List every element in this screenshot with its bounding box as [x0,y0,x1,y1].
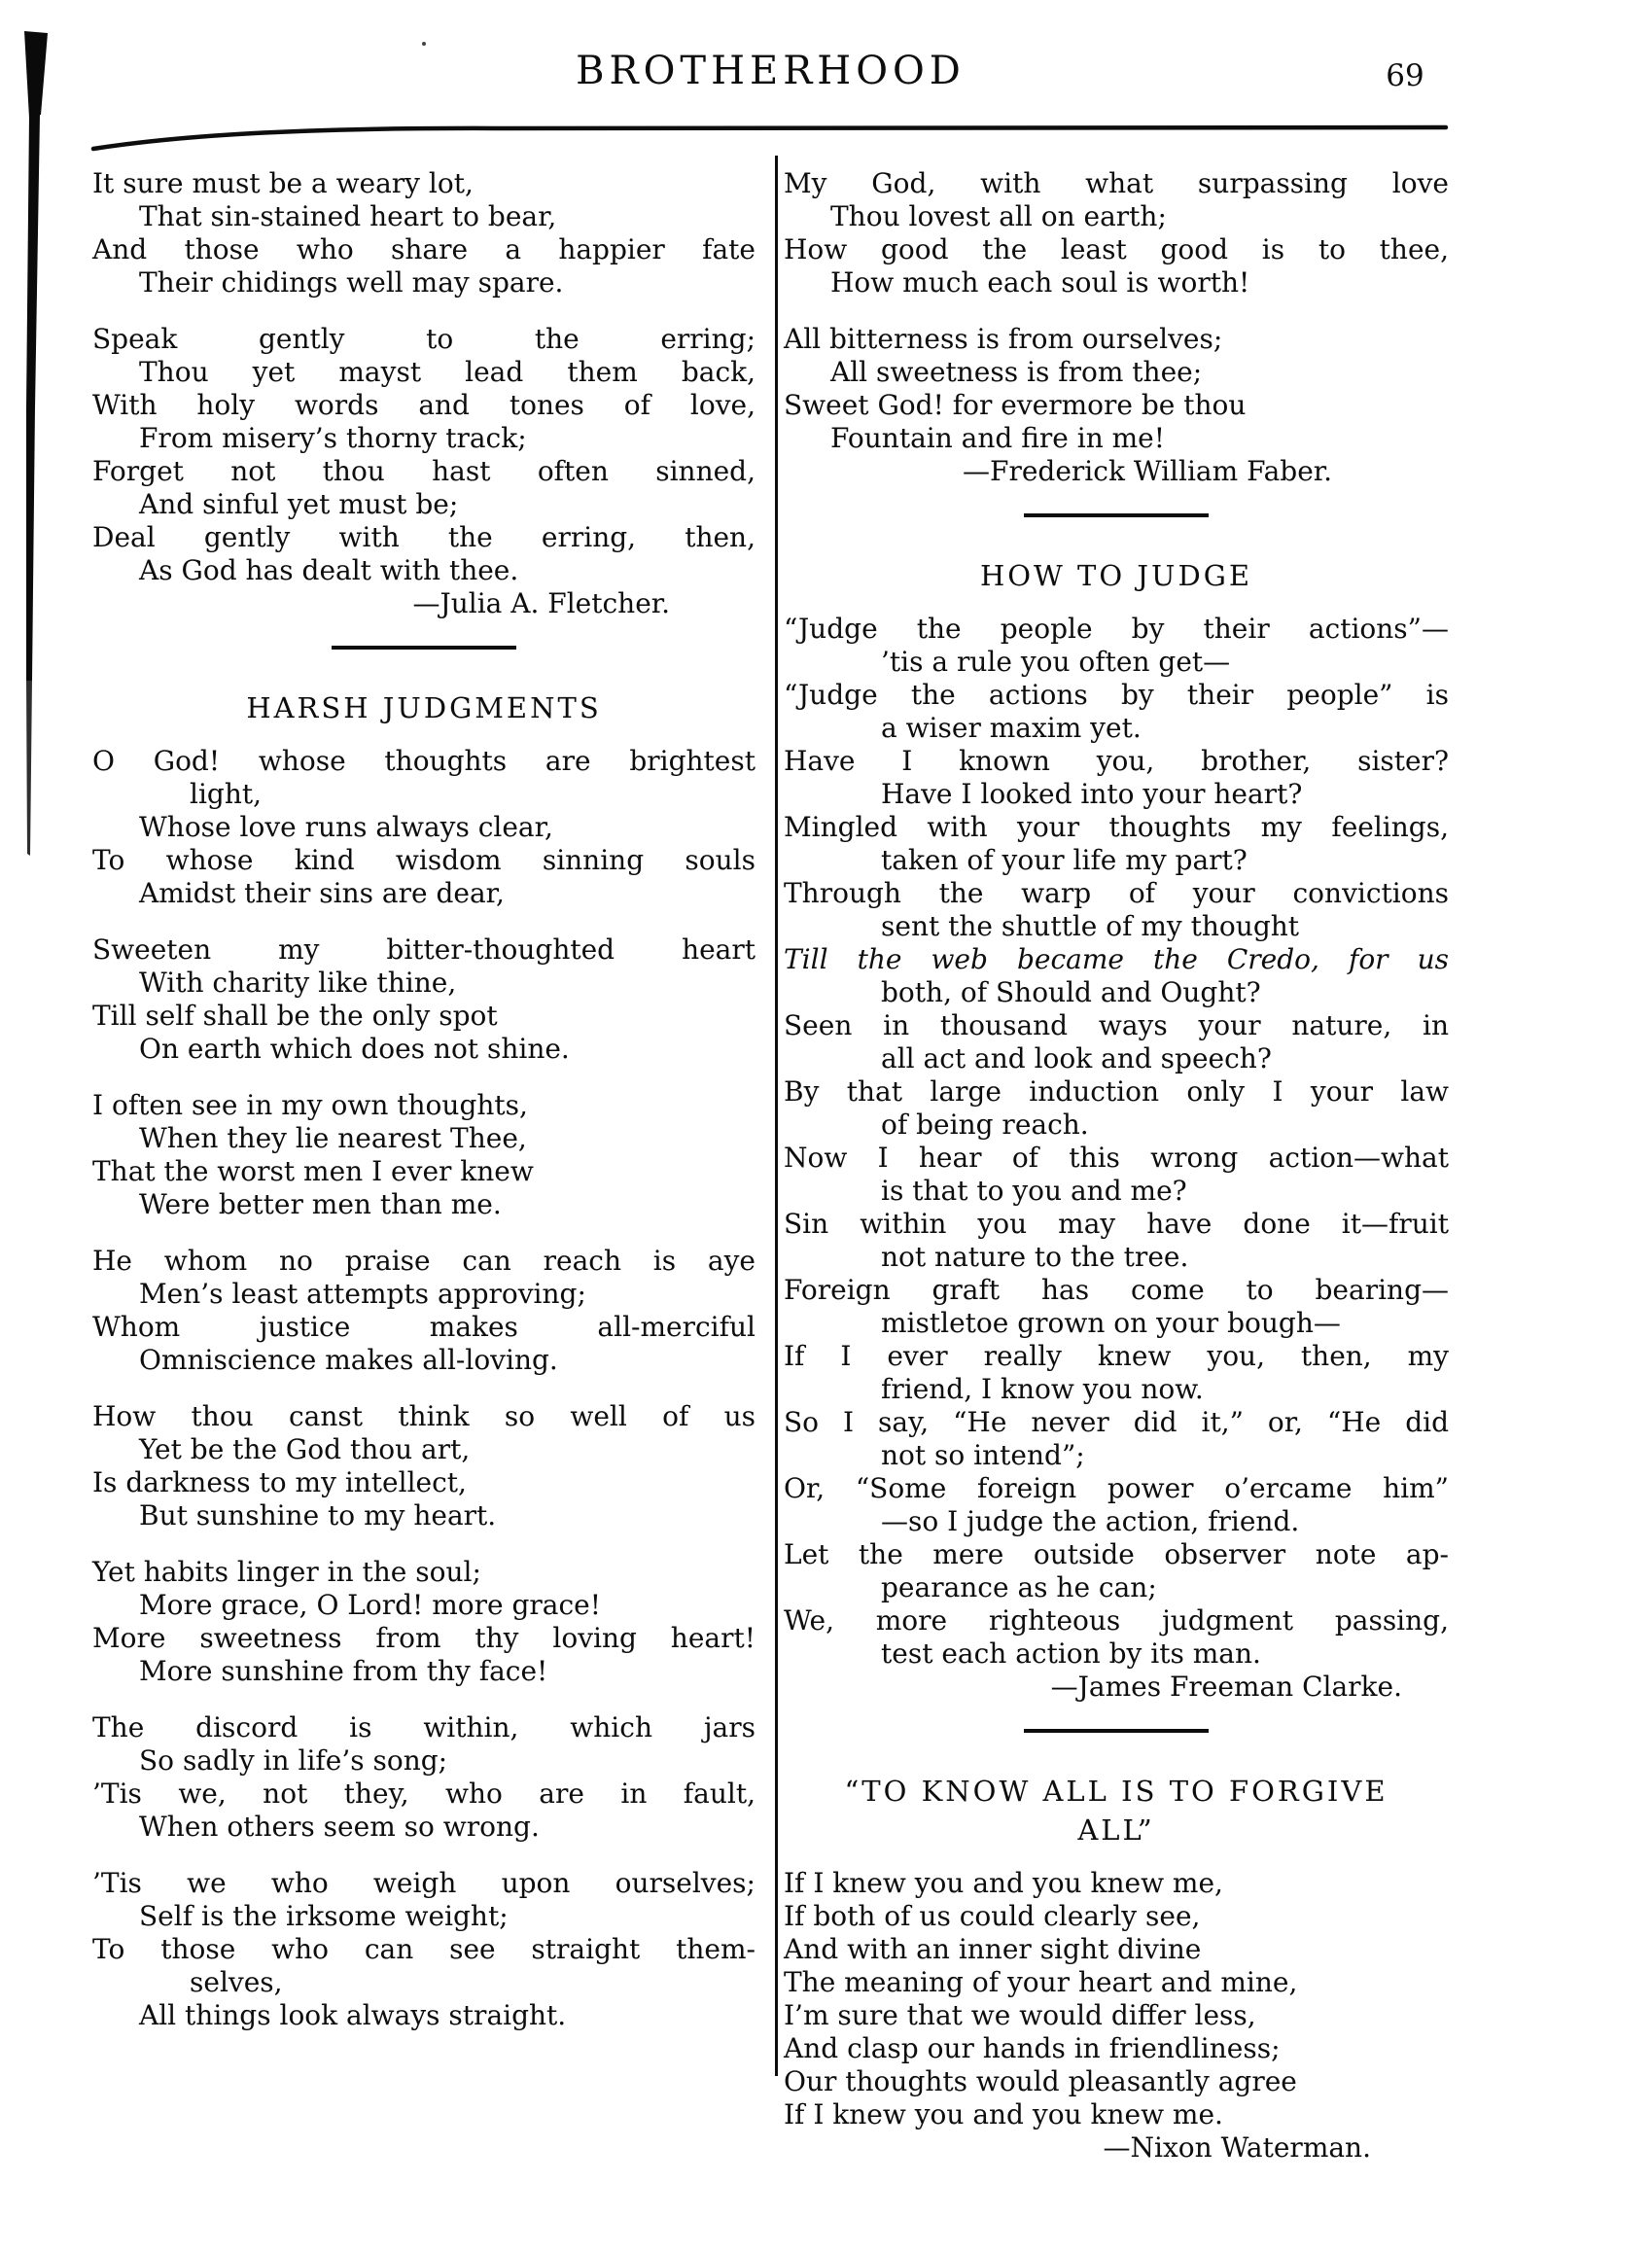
poem-line: Or, “Some foreign power o’ercame him” [784,1472,1449,1504]
poem-line: “Judge the people by their actions”— [784,613,1449,645]
section-heading-line: HOW TO JUDGE [979,559,1253,592]
poem-line: Seen in thousand ways your nature, in [784,1009,1449,1041]
poem-line: And clasp our hands in friendliness; [784,2032,1281,2064]
header-rule [0,0,1652,194]
poem-line: Were better men than me. [139,1188,502,1220]
attribution-line: —Frederick William Faber. [963,455,1332,487]
poem-line: Sweeten my bitter-thoughted heart [92,933,756,966]
poem-line: is that to you and me? [881,1175,1187,1207]
section-heading [92,688,756,727]
poem-line: of being reach. [881,1109,1089,1141]
poem-line: Yet be the God thou art, [139,1433,471,1465]
poem-line: Through the warp of your convictions [784,877,1449,909]
poem-line: ’Tis we who weigh upon ourselves; [92,1867,756,1899]
stanza [92,167,756,299]
poem-line: On earth which does not shine. [139,1033,570,1065]
poem-line: I’m sure that we would differ less, [784,1999,1256,2031]
poem-line: And with an inner sight divine [784,1933,1202,1965]
attribution-line: —Nixon Waterman. [1103,2131,1371,2164]
poem-line: friend, I know you now. [881,1373,1204,1405]
poem-line: I often see in my own thoughts, [92,1089,528,1121]
poem-line: both, of Should and Ought? [881,976,1261,1008]
poem-line: Omniscience makes all-loving. [139,1344,558,1376]
poem-line: Till the web became the Credo, for us [784,943,1449,975]
section-heading [784,1772,1449,1849]
poem-line: To whose kind wisdom sinning souls [92,844,756,876]
poem-line: To those who can see straight them- [92,1933,756,1965]
poem-line: Forget not thou hast often sinned, [92,455,756,487]
poem-line: Thou yet mayst lead them back, [139,356,756,388]
poem-line: a wiser maxim yet. [881,712,1142,744]
poem-line: test each action by its man. [881,1637,1261,1670]
poem-line: But sunshine to my heart. [139,1499,497,1531]
poem-line: sent the shuttle of my thought [881,910,1300,942]
poem-line: More grace, O Lord! more grace! [139,1589,601,1621]
poem-line: We, more righteous judgment passing, [784,1604,1449,1637]
poem-line: all act and look and speech? [881,1042,1272,1074]
poem-line: So sadly in life’s song; [139,1744,448,1777]
poem-line: Now I hear of this wrong action—what [784,1142,1449,1174]
poem [784,1867,1449,2165]
poem-line: Amidst their sins are dear, [139,877,505,909]
poem-line: mistletoe grown on your bough— [881,1307,1341,1339]
poem-line: From misery’s thorny track; [139,422,527,454]
poem [784,613,1449,1704]
poem-line: How good the least good is to thee, [784,233,1449,265]
poem-line: So I say, “He never did it,” or, “He did [784,1406,1449,1438]
stanza [784,323,1449,488]
stanza [92,1711,756,1844]
poem-line: When they lie nearest Thee, [139,1122,527,1154]
stanza [92,933,756,1066]
section-divider [1024,513,1209,517]
poem-line: “Judge the actions by their people” is [784,679,1449,711]
poem-line: That sin-stained heart to bear, [139,200,557,232]
stanza [92,1556,756,1688]
stanza [92,1867,756,2032]
poem-line: O God! whose thoughts are brightest [92,745,756,777]
poem-line: With charity like thine, [139,967,457,999]
stanza [784,167,1449,299]
poem-line: —so I judge the action, friend. [881,1505,1300,1537]
poem-line: He whom no praise can reach is aye [92,1245,756,1277]
poem-line: And those who share a happier fate [92,233,756,265]
page-title: BROTHERHOOD [576,49,966,93]
poem-line: Self is the irksome weight; [139,1900,509,1932]
poem-line: If I ever really knew you, then, my [784,1340,1449,1372]
poem-line: Whom justice makes all-merciful [92,1311,756,1343]
attribution-line: —Julia A. Fletcher. [412,587,670,619]
page-number: 69 [1386,58,1424,93]
poem-line: Let the mere outside observer note ap- [784,1538,1449,1570]
poem-line: When others seem so wrong. [139,1811,540,1843]
poem-line: Thou lovest all on earth; [830,200,1167,232]
poem-line: Whose love runs always clear, [139,811,553,843]
poem-line: Sweet God! for evermore be thou [784,389,1247,421]
poem-line: How much each soul is worth! [830,266,1250,299]
poem [92,745,756,2032]
poem-line: The discord is within, which jars [92,1711,756,1743]
stanza [92,745,756,910]
left-column [92,167,756,2056]
poem-line: The meaning of your heart and mine, [784,1966,1298,1998]
poem-line: My God, with what surpassing love [784,167,1449,199]
poem-line: pearance as he can; [881,1571,1157,1603]
poem-line: Have I looked into your heart? [881,778,1303,810]
stanza [784,1867,1449,2165]
poem-line: All things look always straight. [139,1999,567,2031]
right-column [784,167,1449,2188]
poem [92,167,756,620]
section-heading [784,556,1449,595]
poem-line: Yet habits linger in the soul; [92,1556,481,1588]
poem-line: With holy words and tones of love, [92,389,756,421]
poem-line: not nature to the tree. [881,1241,1189,1273]
stanza [784,613,1449,1704]
section-divider [1024,1729,1209,1733]
poem-line: If both of us could clearly see, [784,1900,1201,1932]
poem-line: Men’s least attempts approving; [139,1278,586,1310]
poem-line: Mingled with your thoughts my feelings, [784,811,1449,843]
poem-line: And sinful yet must be; [139,488,459,520]
poem-line: It sure must be a weary lot, [92,167,474,199]
poem-line: That the worst men I ever knew [92,1155,534,1187]
poem-line: taken of your life my part? [881,844,1248,876]
poem-line: Our thoughts would pleasantly agree [784,2065,1297,2097]
poem-line: How thou canst think so well of us [92,1400,756,1432]
section-heading-line: “TO KNOW ALL IS TO FORGIVE [844,1775,1388,1808]
poem-line: Fountain and fire in me! [830,422,1165,454]
poem-line: Sin within you may have done it—fruit [784,1208,1449,1240]
poem-line: As God has dealt with thee. [139,554,519,586]
attribution-line: —James Freeman Clarke. [1050,1671,1402,1703]
poem-line: Foreign graft has come to bearing— [784,1274,1449,1306]
poem-line: More sunshine from thy face! [139,1655,548,1687]
poem-line: Have I known you, brother, sister? [784,745,1449,777]
stanza [92,323,756,620]
stanza [92,1245,756,1377]
poem-line: More sweetness from thy loving heart! [92,1622,756,1654]
stanza [92,1400,756,1532]
poem-line: selves, [190,1966,283,1998]
poem-line: not so intend”; [881,1439,1085,1471]
poem-line: If I knew you and you knew me, [784,1867,1223,1899]
poem-line: Is darkness to my intellect, [92,1466,467,1498]
poem-line: ’Tis we, not they, who are in fault, [92,1778,756,1810]
poem-line: All bitterness is from ourselves; [784,323,1223,355]
poem-line: Their chidings well may spare. [139,266,564,299]
section-heading-line: HARSH JUDGMENTS [246,691,602,724]
poem-line: By that large induction only I your law [784,1075,1449,1108]
poem-line: Speak gently to the erring; [92,323,756,355]
section-divider [332,646,516,650]
poem [784,167,1449,488]
column-divider [775,156,778,2076]
poem-line: ’tis a rule you often get— [881,646,1231,678]
poem-line: light, [190,778,263,810]
poem-line: Deal gently with the erring, then, [92,521,756,553]
poem-line: All sweetness is from thee; [830,356,1203,388]
poem-line: Till self shall be the only spot [92,1000,498,1032]
stanza [92,1089,756,1221]
poem-line: If I knew you and you knew me. [784,2098,1223,2130]
section-heading-line: ALL” [1077,1813,1155,1847]
